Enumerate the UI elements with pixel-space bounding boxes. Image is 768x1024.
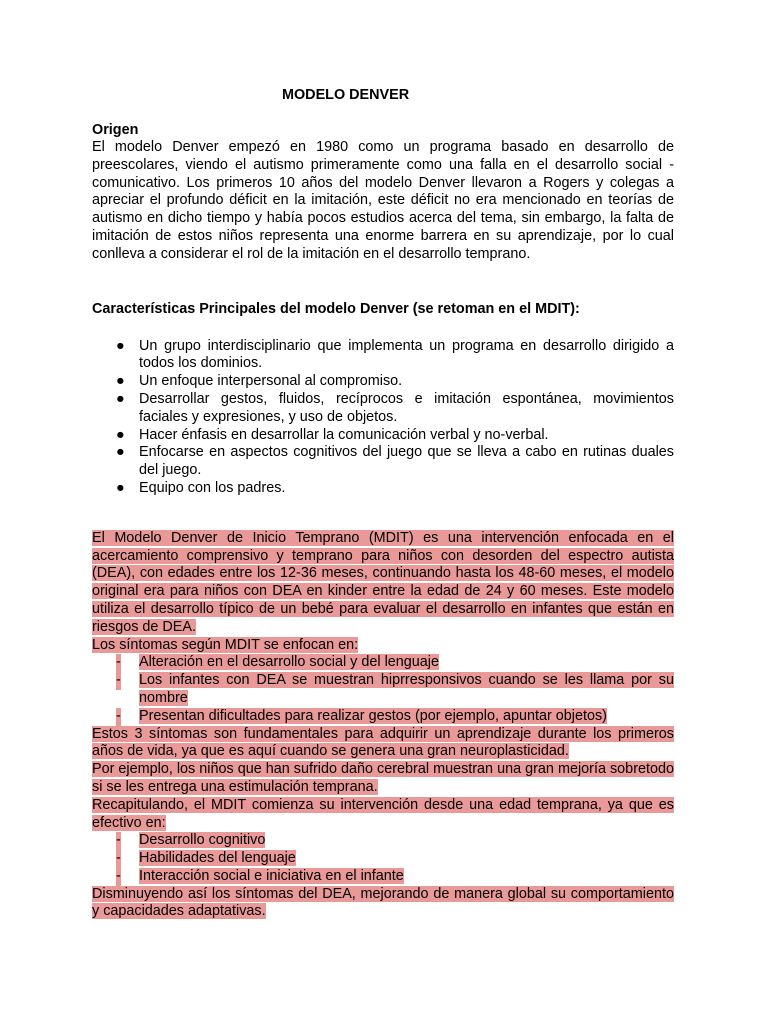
list-item [92, 427, 674, 445]
list-item [92, 654, 674, 672]
spacer [92, 498, 674, 530]
symptoms-note-paragraph [92, 726, 674, 762]
bullet-icon: ● [116, 426, 125, 443]
features-list [92, 338, 674, 498]
list-item [92, 868, 674, 886]
features-heading: Características Principales del modelo Denver (se retoman en el MDIT): [92, 300, 580, 317]
list-item [92, 480, 674, 498]
highlighted-text: Recapitulando, el MDIT comienza su intervención desde una edad temprana, ya que es efectivo en: [92, 796, 674, 831]
highlighted-text: Disminuyendo así los síntomas del DEA, mejorando de manera global su comportamiento y capacidades adaptativas. [92, 885, 674, 920]
list-item-text: Desarrollo cognitivo [139, 832, 266, 849]
dash-marker: - [116, 654, 121, 671]
effective-list [92, 832, 674, 885]
list-item-text: Presentan dificultades para realizar gestos (por ejemplo, apuntar objetos) [139, 707, 607, 724]
list-item-text: Alteración en el desarrollo social y del lenguaje [139, 654, 439, 671]
bullet-icon: ● [116, 479, 125, 496]
spacer [92, 264, 674, 300]
list-item [92, 672, 674, 708]
dash-marker: - [116, 867, 121, 884]
mdit-intro-paragraph [92, 530, 674, 637]
document-title: MODELO DENVER [282, 87, 410, 103]
list-item-text: Los infantes con DEA se muestran hiprresponsivos cuando se les llama por su nombre [139, 672, 674, 706]
bullet-icon: ● [116, 373, 125, 390]
dash-marker: - [116, 707, 121, 724]
list-item-text: Equipo con los padres. [139, 479, 286, 496]
highlighted-text: El Modelo Denver de Inicio Temprano (MDIT) es una intervención enfocada en el acercamiento comprensivo y temprano para niños con desorden del espectro autista (DEA), con edades entre los 12-36 meses, continuando hasta los 48-60 meses, el modelo original era para niños con DEA en kinder entre la edad de 24 y 60 meses. Este modelo utiliza el desarrollo típico de un bebé para evaluar el desarrollo en infantes que están en riesgos de DEA. [92, 529, 674, 635]
list-item [92, 444, 674, 480]
highlighted-text: Por ejemplo, los niños que han sufrido daño cerebral muestran una gran mejoría sobretodo si se les entrega una estimulación temprana. [92, 761, 674, 795]
bullet-icon: ● [116, 390, 125, 407]
list-item-text: Enfocarse en aspectos cognitivos del juego que se lleva a cabo en rutinas duales del juego. [139, 444, 674, 479]
origin-paragraph: El modelo Denver empezó en 1980 como un programa basado en desarrollo de preescolares, viendo el autismo primeramente como una falla en el desarrollo social - comunicativo. Los primeros 10 años del modelo Denver llevaron a Rogers y colegas a apreciar el profundo déficit en la imitación, este déficit no era mencionado en teorías de autismo en dicho tiempo y había pocos estudios acerca del tema, sin embargo, la falta de imitación de estos niños representa una enorme barrera en su aprendizaje, por lo cual conlleva a considerar el rol de la imitación en el desarrollo temprano. [92, 139, 674, 262]
highlighted-text: Estos 3 síntomas son fundamentales para adquirir un aprendizaje durante los primeros años de vida, ya que es aquí cuando se genera una gran neuroplasticidad. [92, 725, 674, 760]
closing-paragraph [92, 886, 674, 922]
list-item [92, 850, 674, 868]
example-paragraph [92, 761, 674, 797]
origin-heading: Origen [92, 122, 139, 138]
symptoms-list [92, 654, 674, 725]
list-item-text: Habilidades del lenguaje [139, 850, 296, 867]
list-item-text: Desarrollar gestos, fluidos, recíprocos e imitación espontánea, movimientos faciales y expresiones, y uso de objetos. [139, 390, 674, 425]
dash-marker: - [116, 672, 121, 689]
list-item [92, 708, 674, 726]
recap-paragraph [92, 797, 674, 833]
list-item-text: Un enfoque interpersonal al compromiso. [139, 373, 403, 390]
dash-marker: - [116, 832, 121, 849]
mdit-highlighted-section [92, 530, 674, 922]
list-item [92, 832, 674, 850]
list-item [92, 391, 674, 427]
list-item [92, 338, 674, 374]
list-item-text: Interacción social e iniciativa en el infante [139, 867, 404, 884]
bullet-icon: ● [116, 337, 125, 354]
list-item-text: Un grupo interdisciplinario que implementa un programa en desarrollo dirigido a todos los dominios. [139, 337, 674, 372]
bullet-icon: ● [116, 444, 125, 461]
spacer [92, 318, 674, 338]
symptoms-lead [92, 637, 674, 655]
list-item [92, 373, 674, 391]
dash-marker: - [116, 850, 121, 867]
list-item-text: Hacer énfasis en desarrollar la comunicación verbal y no-verbal. [139, 426, 549, 443]
highlighted-text: Los síntomas según MDIT se enfocan en: [92, 636, 359, 653]
